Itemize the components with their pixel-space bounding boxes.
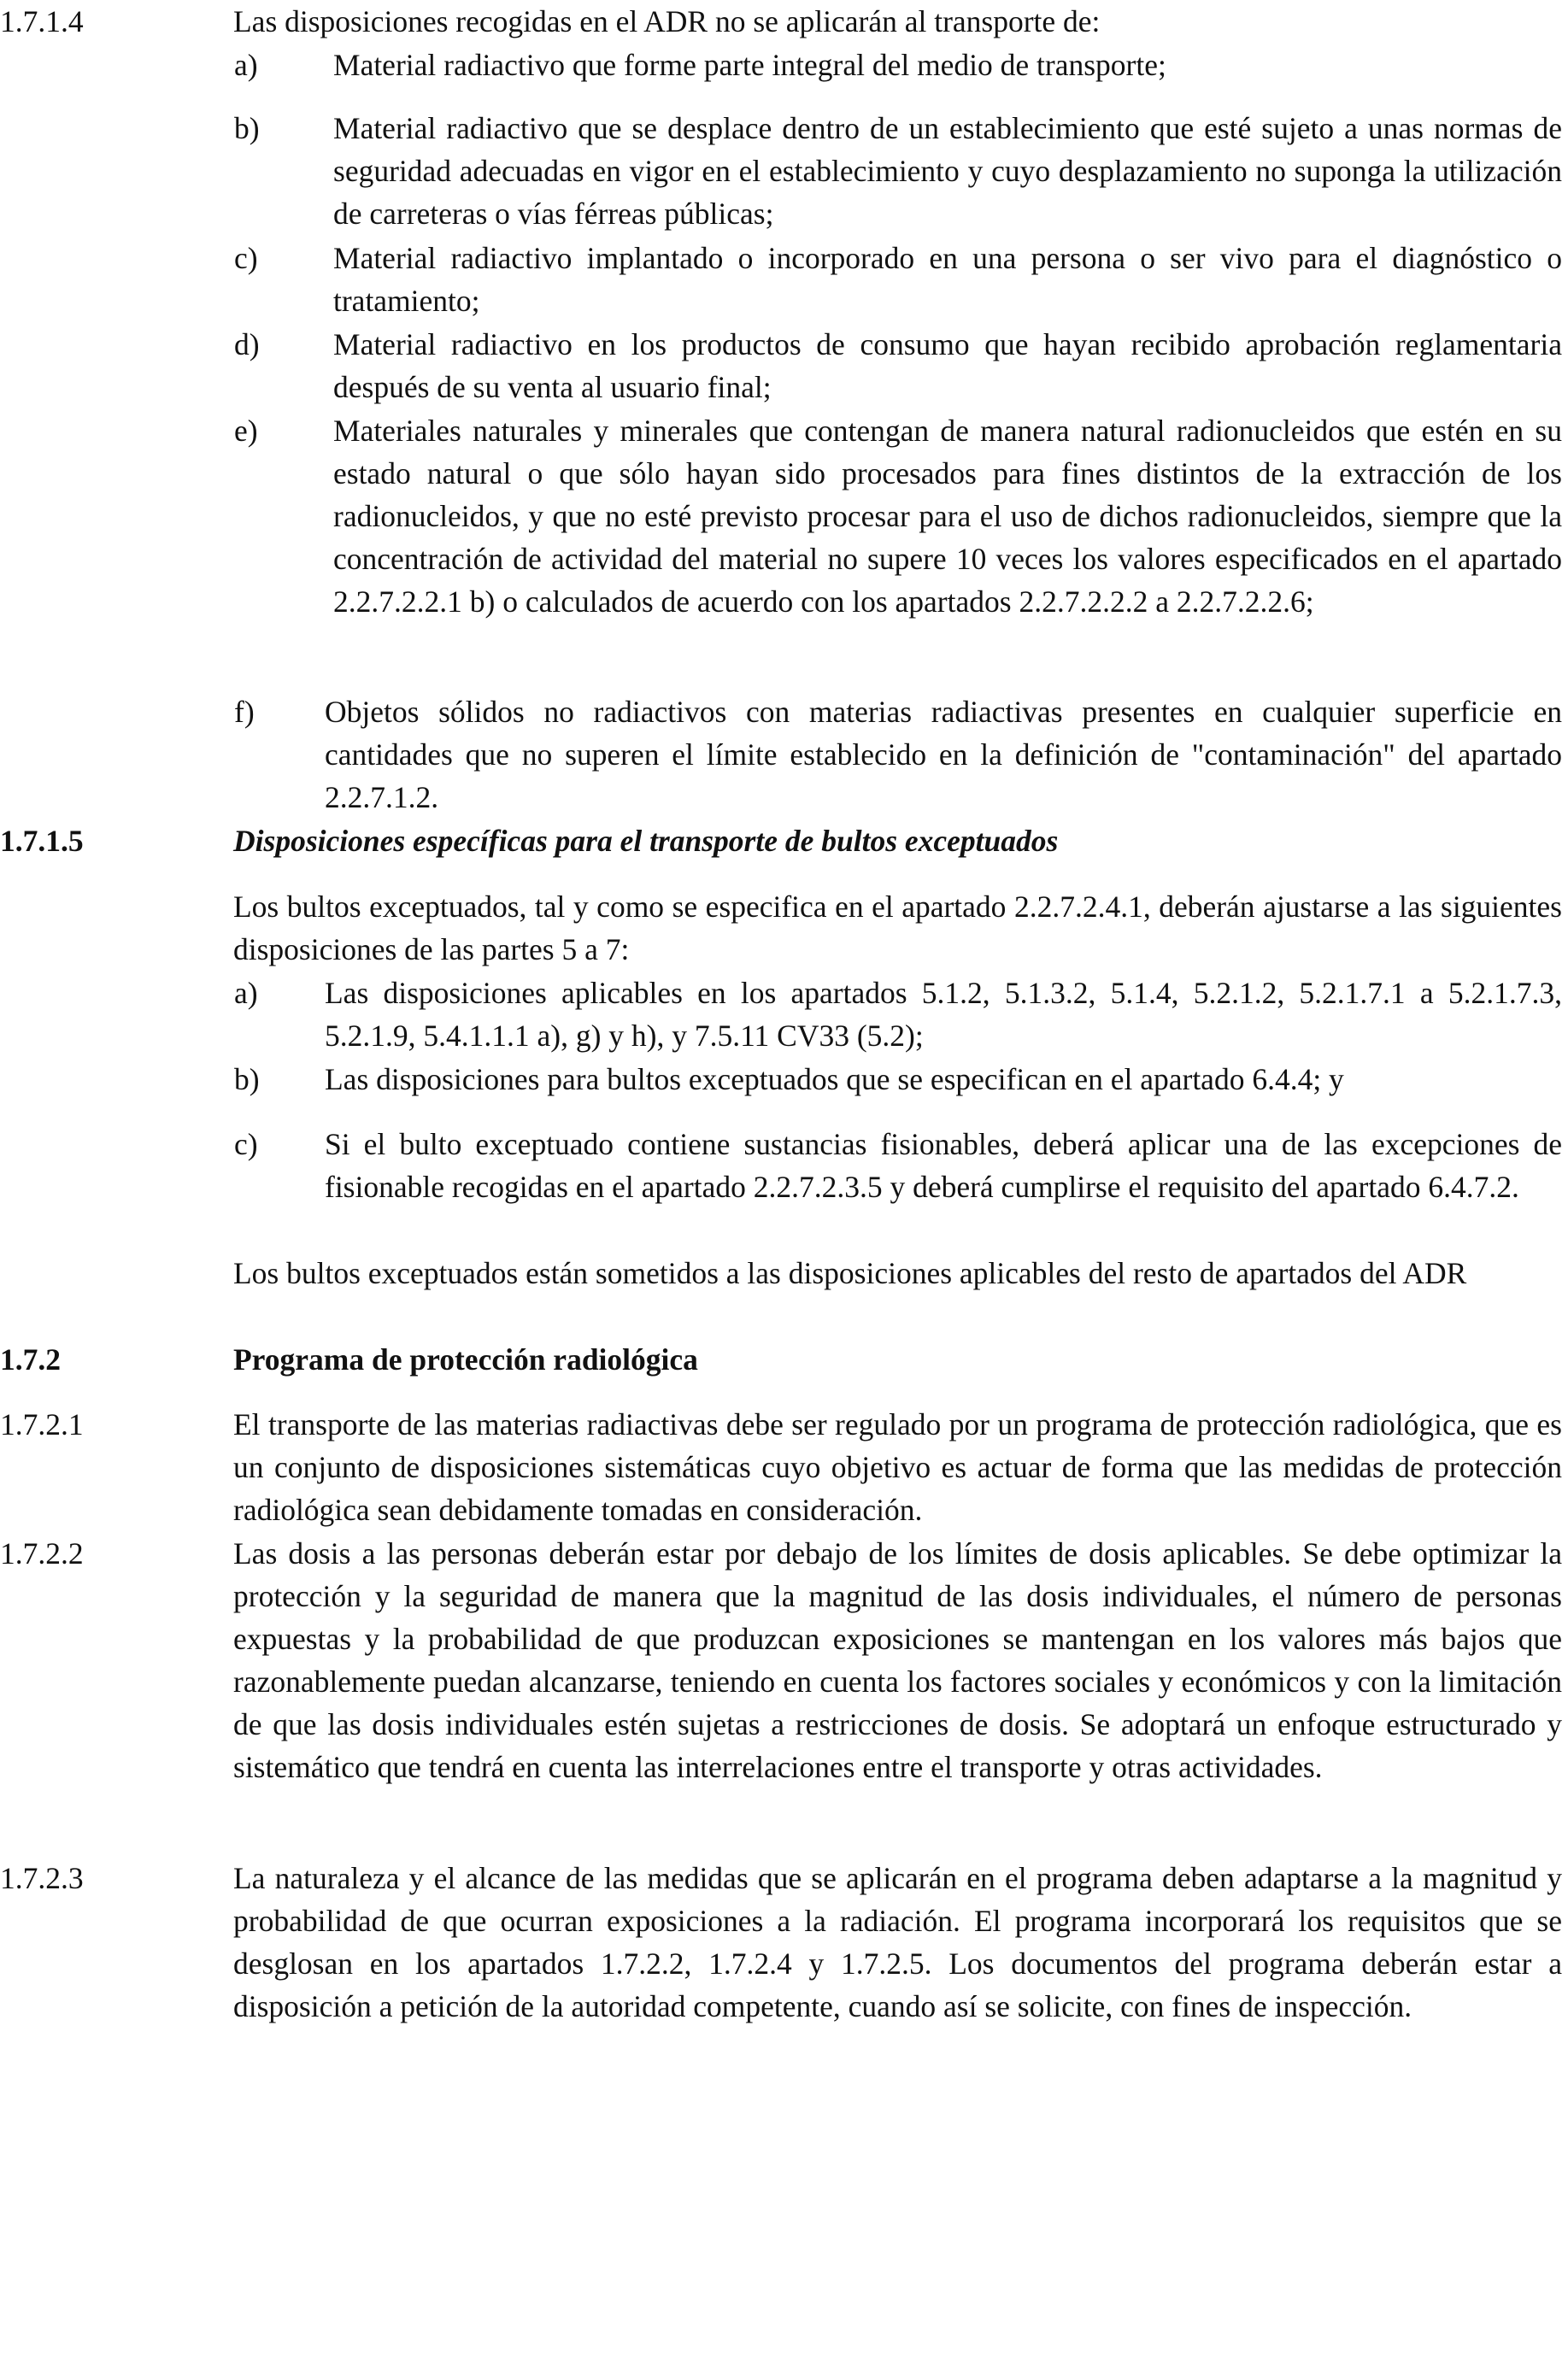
list-marker: a): [234, 48, 258, 82]
section-number: 1.7.2.2: [0, 1536, 84, 1571]
section-intro: Las disposiciones recogidas en el ADR no se aplicarán al transporte de:: [233, 4, 1101, 38]
section-heading: Disposiciones específicas para el transporte de bultos exceptuados: [233, 824, 1059, 858]
list-item-text: Objetos sólidos no radiactivos con materias radiactivas presentes en cualquier superficie en cantidades que no superen el límite establecido en la definición de "contaminación" del apartado 2.2.7.1.2.: [325, 695, 1562, 814]
list-marker: c): [234, 241, 258, 275]
list-item-text: Material radiactivo implantado o incorporado en una persona o ser vivo para el diagnóstico o tratamiento;: [333, 241, 1562, 318]
list-item-text: Si el bulto exceptuado contiene sustancias fisionables, deberá aplicar una de las excepciones de fisionable recogidas en el apartado 2.2.7.2.3.5 y deberá cumplirse el requisito del apartado 6.4.7.2.: [325, 1127, 1562, 1204]
section-heading: Programa de protección radiológica: [233, 1342, 698, 1377]
list-marker: a): [234, 976, 258, 1010]
list-item-text: Material radiactivo en los productos de consumo que hayan recibido aprobación reglamentaria después de su venta al usuario final;: [333, 327, 1562, 404]
list-marker: b): [234, 1062, 260, 1096]
section-number: 1.7.1.5: [0, 824, 84, 858]
list-item-text: Las disposiciones aplicables en los apartados 5.1.2, 5.1.3.2, 5.1.4, 5.2.1.2, 5.2.1.7.1 a 5.2.1.7.3, 5.2.1.9, 5.4.1.1.1 a), g) y h), y 7.5.11 CV33 (5.2);: [325, 976, 1562, 1053]
section-text: Las dosis a las personas deberán estar por debajo de los límites de dosis aplicables. Se debe optimizar la protección y la seguridad de manera que la magnitud de las dosis individuales, el número de personas expuestas y la probabilidad de que produzcan exposiciones se mantengan en los valores más bajos que razonablemente puedan alcanzarse, teniendo en cuenta los factores sociales y económicos y con la limitación de que las dosis individuales estén sujetas a restricciones de dosis. Se adoptará un enfoque estructurado y sistemático que tendrá en cuenta las interrelaciones entre el transporte y otras actividades.: [233, 1536, 1562, 1784]
list-marker: e): [234, 414, 258, 448]
list-item-text: Las disposiciones para bultos exceptuados que se especifican en el apartado 6.4.4; y: [325, 1062, 1344, 1096]
section-number: 1.7.1.4: [0, 4, 84, 38]
section-number: 1.7.2.3: [0, 1861, 84, 1895]
list-marker: d): [234, 327, 260, 361]
list-item-text: Materiales naturales y minerales que contengan de manera natural radionucleidos que estén en su estado natural o que sólo hayan sido procesados para fines distintos de la extracción de los radionucleidos, y que no esté previsto procesar para el uso de dichos radionucleidos, siempre que la concentración de actividad del material no supere 10 veces los valores especificados en el apartado 2.2.7.2.2.1 b) o calculados de acuerdo con los apartados 2.2.7.2.2.2 a 2.2.7.2.2.6;: [333, 414, 1562, 619]
section-text: El transporte de las materias radiactivas debe ser regulado por un programa de protección radiológica, que es un conjunto de disposiciones sistemáticas cuyo objetivo es actuar de forma que las medidas de protección radiológica sean debidamente tomadas en consideración.: [233, 1407, 1562, 1527]
section-text: La naturaleza y el alcance de las medidas que se aplicarán en el programa deben adaptarse a la magnitud y probabilidad de que ocurran exposiciones a la radiación. El programa incorporará los requisitos que se desglosan en los apartados 1.7.2.2, 1.7.2.4 y 1.7.2.5. Los documentos del programa deberán estar a disposición a petición de la autoridad competente, cuando así se solicite, con fines de inspección.: [233, 1861, 1562, 2023]
section-number: 1.7.2.1: [0, 1407, 84, 1441]
list-marker: f): [234, 695, 255, 729]
section-intro: Los bultos exceptuados, tal y como se especifica en el apartado 2.2.7.2.4.1, deberán ajustarse a las siguientes disposiciones de las partes 5 a 7:: [233, 890, 1562, 966]
list-marker: c): [234, 1127, 258, 1161]
list-marker: b): [234, 111, 260, 145]
section-closing: Los bultos exceptuados están sometidos a las disposiciones aplicables del resto de apartados del ADR: [233, 1256, 1467, 1290]
list-item-text: Material radiactivo que forme parte integral del medio de transporte;: [333, 48, 1166, 82]
section-number: 1.7.2: [0, 1342, 61, 1377]
list-item-text: Material radiactivo que se desplace dentro de un establecimiento que esté sujeto a unas normas de seguridad adecuadas en vigor en el establecimiento y cuyo desplazamiento no suponga la utilización de carreteras o vías férreas públicas;: [333, 111, 1562, 231]
